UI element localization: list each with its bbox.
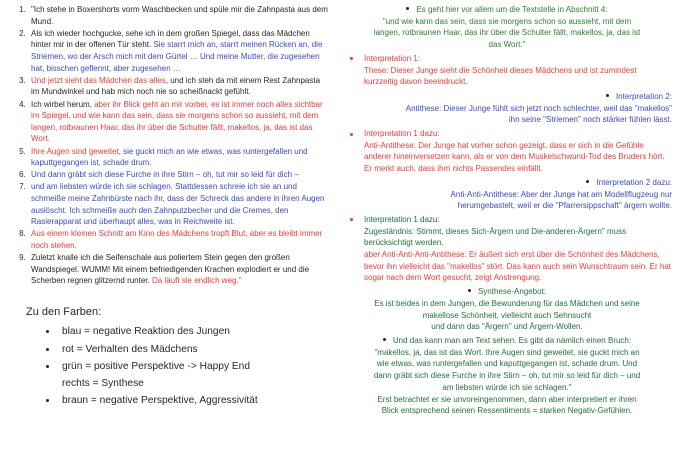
closing-line-1: Erst betrachtet er sie unvoreingenommen, dann aber interpretiert er ihren (377, 394, 637, 404)
farben-legend-item (58, 393, 330, 410)
bruch-bullet-line (342, 335, 672, 347)
farben-legend-label: braun = negative Perspektive, Aggressivität (62, 395, 258, 406)
interpretation-1-dazu-label: Interpretation 1 dazu: (364, 129, 440, 139)
bullet-dot-icon (406, 7, 409, 10)
quoted-text-item (28, 228, 330, 251)
quoted-text-segment: , sie guckt mich an wie etwas, was runtergefallen und kaputtgegangen ist, schade drum. (31, 146, 308, 168)
farben-legend-item (58, 324, 330, 341)
quoted-text-segment: Ihre Augen sind geweitet (31, 146, 119, 156)
synthese-line-1: Es ist beides in dem Jungen, die Bewunderung für das Mädchen und seine (374, 298, 640, 308)
bruch-quote-line-3: dann gräbt sich diese Furche in ihre Stirn – oh, tut mir so leid für dich – und (373, 371, 641, 381)
interpretation-2-dazu-body-line-1: Anti-Anti-Antithese: Aber der Junge hat am Modellflugzeug nur (450, 189, 672, 199)
closing-line-2: Blick entsprechend seinen Ressentiments = starken Negativ-Gefühlen. (381, 406, 633, 416)
intro-bullet-line (342, 4, 672, 16)
interpretation-1-label-line (342, 53, 672, 65)
interpretation-2-dazu-body-line-2: herumgebastelt, weil er die "Pfarrersippschaft" ärgern wollte. (457, 201, 672, 211)
quoted-text-item (28, 28, 330, 74)
synthese-label: Synthese-Angebot: (477, 287, 547, 297)
interpretation-2-dazu-label-line (342, 177, 672, 189)
bruch-quote-line-4: am liebsten würde ich sie schlagen." (442, 382, 572, 392)
quoted-text-segment: Sie starrt mich an, starrt meinen Rücken an, die Striemen, wo der Arsch mich mit dem Gürtel … Und meine Mutter, die zugesehen hat, bisschen geflennt, aber zugesehen … (31, 40, 323, 73)
bruch-bullet-text: Und das kann man am Text sehen. Es gibt da nämlich einen Bruch: (392, 335, 632, 345)
interpretation-1-body: These: Dieser Junge sieht die Schönheit dieses Mädchens und ist zumindest kurzzeitig davon beeindruckt. (364, 65, 637, 87)
quoted-text-segment: Aus einem kleinen Schnitt am Kinn des Mädchens tropft Blut, aber es bleibt immer noch stehen. (31, 229, 323, 251)
quoted-text-segment: Zuletzt knalle ich die Seifenschale aus poliertem Stein gegen den großen Wandspiegel. WUMM! Mit einem befriedigenden Krachen explodiert er und die Scherben regnen glitzernd runter. (31, 253, 310, 286)
synthese-line-2: makellose Schönheit, vielleicht auch Sehnsucht (422, 310, 592, 320)
quoted-text-item (28, 169, 330, 181)
bruch-quote-line-1: "makellos, ja, das ist das Wort. Ihre Augen sind geweitet, sie guckt mich an (374, 347, 640, 357)
farben-legend-sublabel: rechts = Synthese (62, 377, 144, 389)
quoted-text-segment: Da läuft sie endlich weg." (151, 276, 242, 286)
interpretation-1-dazu-label-line (342, 128, 672, 140)
quoted-text-segment: Und dann gräbt sich diese Furche in ihre Stirn – oh, tut mir so leid für dich – (31, 170, 299, 180)
synthese-line-3: und dann das "Ärgern" und Ärgern-Wollen. (431, 322, 583, 332)
quoted-text-segment: Als ich wieder hochgucke, sehe ich in dem großen Spiegel, dass das Mädchen hinter mir in der offenen Tür steht. (31, 28, 310, 50)
farben-legend-label: grün = positive Perspektive -> Happy End (62, 361, 251, 372)
interpretation-2-label: Interpretation 2: (615, 91, 672, 101)
bullet-dot-icon (383, 338, 386, 341)
interpretation-1-dazu-body: Anti-Antithese: Der Junge hat vorher schon gezeigt, dass er sich in die Gefühle anderer hineinversetzen kann, als er von dem Muskelschwund-Tod des Bruders hört. Er merkt auch, dass ihm nichts Passendes einfällt. (364, 140, 665, 174)
farben-legend-label: rot = Verhalten des Mädchens (62, 343, 198, 355)
farben-legend-label: blau = negative Reaktion des Jungen (62, 326, 230, 337)
quoted-text-segment: Ich wirbel herum, (31, 99, 95, 109)
bullet-dot-icon (586, 180, 589, 183)
interpretation-1-dazu-2-label-line (342, 214, 672, 226)
interpretation-1-dazu-2-label: Interpretation 1 dazu: (364, 214, 440, 224)
farben-legend-item (58, 342, 330, 359)
quoted-text-segment: , und ich steh da mit einem Rest Zahnpasta im Mundwinkel und hab mich noch nie so scheißnackt gefühlt. (31, 75, 321, 97)
quoted-text-item (28, 181, 330, 227)
bullet-dot-icon (350, 133, 353, 136)
right-column (338, 0, 676, 452)
quoted-text-numbered-list (6, 4, 330, 287)
interpretation-2-label-line (342, 91, 672, 103)
interpretation-1-label: Interpretation 1: (364, 53, 421, 63)
anti-anti-anti-antithese-body: aber Anti-Anti-Anti-Antithese: Er äußert sich erst über die Schönheit des Mädchens, bevor ihn vielleicht das "makellos" stört. Das kann auch sein Wunschtraum sein. Er hat sogar nach dem Wort gesucht, zeigt Anstrengung. (364, 250, 672, 283)
quoted-text-segment: aber ihr Blick geht an mir vorbei, es ist immer noch alles sichtbar im Spiegel, und wie kann das sein, dass sie morgens schon so aussieht, mit dem langen, rotbraunen Haar, das ihr über die Schulter fällt, makellos, ja, das ist das Wort. (31, 99, 323, 144)
bullet-dot-icon (350, 57, 353, 60)
farben-legend-item (58, 359, 330, 392)
bruch-quote-line-2: wie etwas, was runtergefallen und kaputtgegangen ist, schade drum. Und (376, 359, 638, 369)
bullet-dot-icon (606, 94, 609, 97)
quoted-text-segment: Und jetzt sieht das Mädchen das alles (31, 75, 166, 85)
interpretation-2-body-line-1: Antithese: Dieser Junge fühlt sich jetzt noch schlechter, weil das "makellos" (405, 103, 672, 113)
intro-bullet-text: Es geht hier vor allem um die Textstelle in Abschnitt 4: (416, 5, 608, 14)
farben-heading: Zu den Farben: (26, 306, 102, 318)
quoted-text-item (28, 4, 330, 27)
farben-legend-list (6, 324, 330, 410)
quoted-text-segment: und am liebsten würde ich sie schlagen. Stattdessen schreie ich sie an und schmeiße meine Zahnbürste nach ihr, dass der Schreck das andere in ihren Augen auslöscht. Ich schmeiße auch den Zahnputzbecher und die Cremes, den Rasierapparat und überhaupt alles, was in Reichweite ist. (31, 182, 325, 227)
intro-quote-line-3: das Wort." (488, 40, 526, 50)
bullet-dot-icon (468, 289, 471, 292)
quoted-text-item (28, 146, 330, 169)
quoted-text-item (28, 99, 330, 145)
synthese-label-line (342, 286, 672, 298)
quoted-text-segment: "Ich stehe in Boxershorts vorm Waschbecken und spüle mir die Zahnpasta aus dem Mund. (31, 5, 328, 26)
intro-quote-line-1: "und wie kann das sein, dass sie morgens schon so aussieht, mit dem (382, 16, 632, 26)
interpretation-2-body-line-2: ihn seine "Striemen" noch stärker fühlen lässt. (508, 115, 672, 125)
quoted-text-item (28, 75, 330, 98)
interpretation-1-dazu-2-body: Zugeständnis: Stimmt, dieses Sich-Ärgern und Die-anderen-Ärgern" muss berücksichtigt werden. (364, 226, 627, 248)
intro-quote-line-2: langen, rotbraunen Haar, das ihr über die Schulter fällt, makellos, ja, das ist (373, 28, 641, 38)
bullet-dot-icon (350, 218, 353, 221)
interpretation-2-dazu-label: Interpretation 2 dazu: (596, 177, 672, 187)
quoted-text-item (28, 252, 330, 287)
